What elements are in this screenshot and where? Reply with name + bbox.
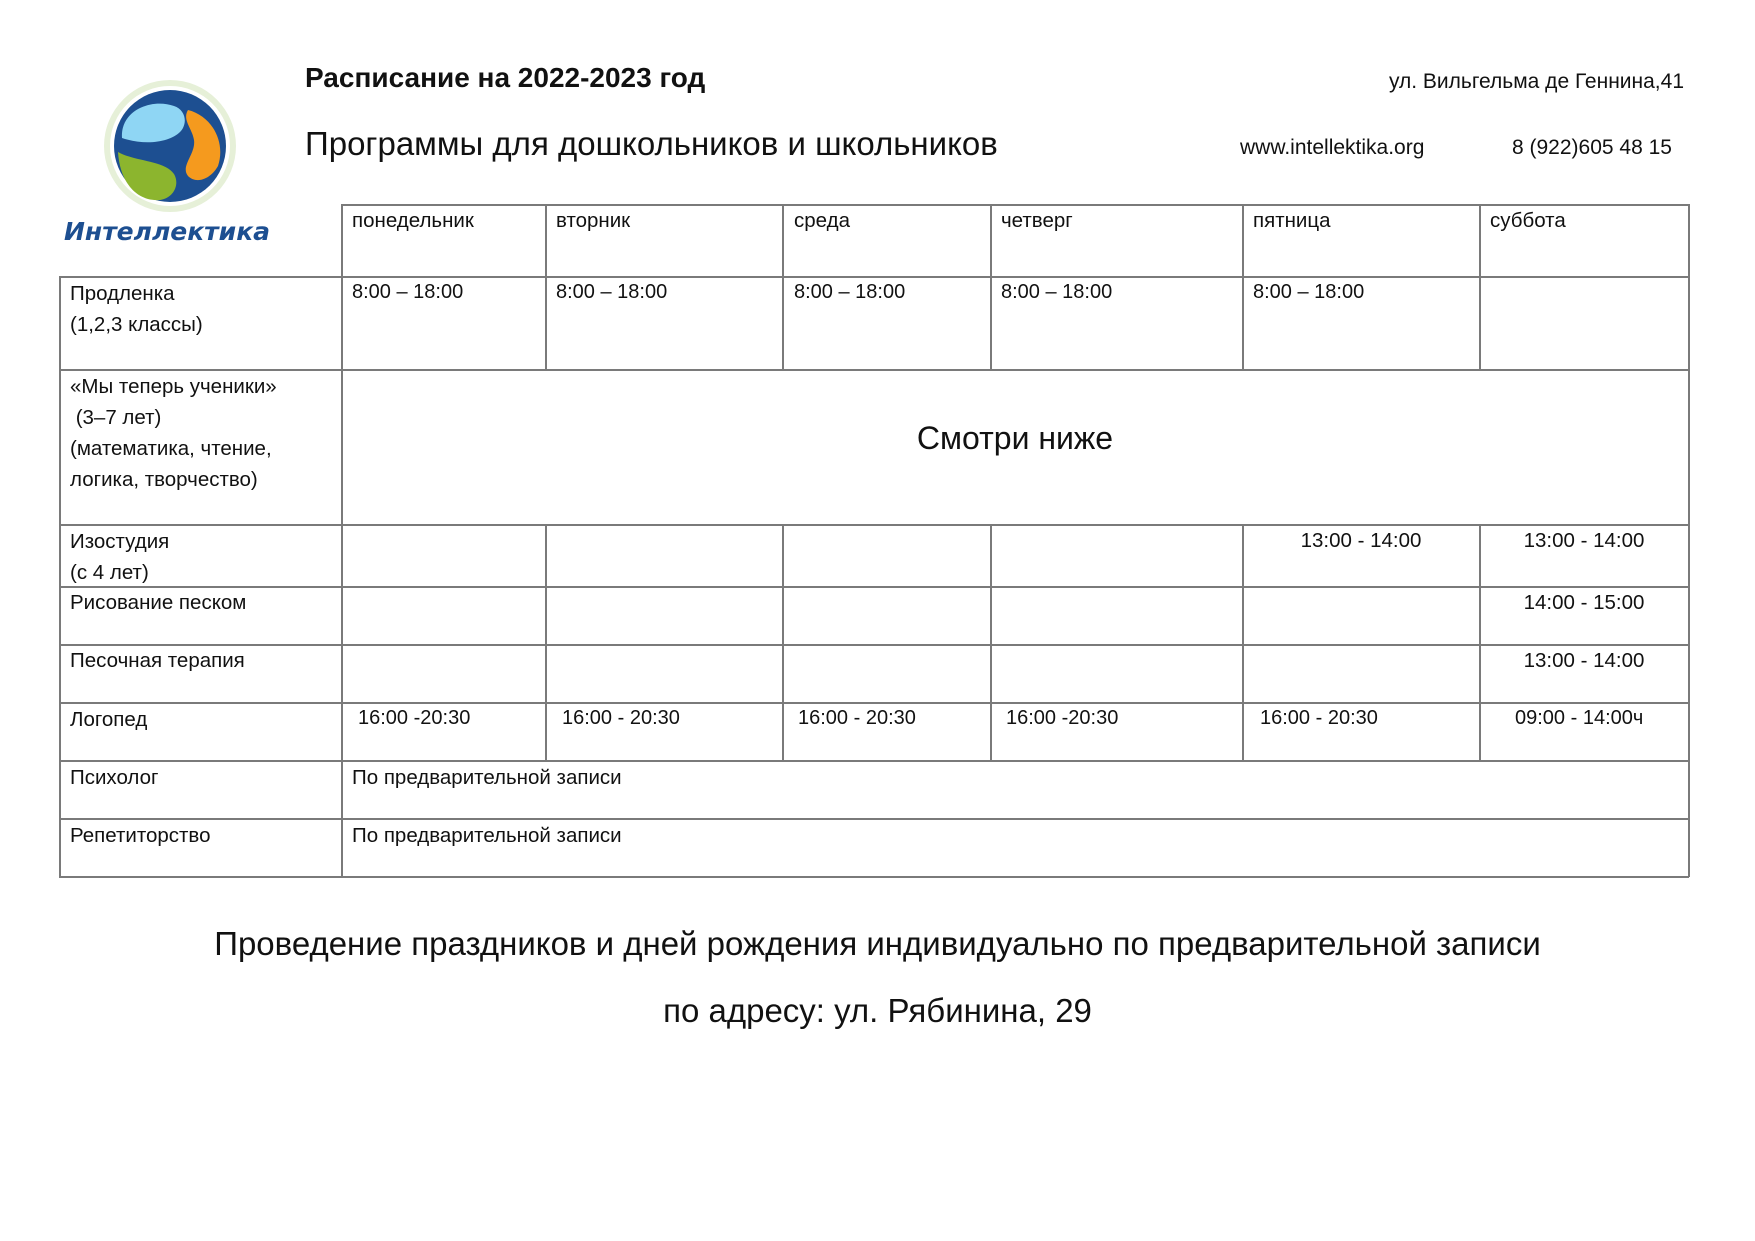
footer-address: по адресу: ул. Рябинина, 29	[663, 992, 1092, 1029]
grid-line	[990, 524, 992, 761]
row-label-line: (1,2,3 классы)	[70, 313, 203, 336]
prodlenka-wednesday: 8:00 – 18:00	[794, 281, 906, 303]
day-header-friday: пятница	[1253, 209, 1331, 232]
prodlenka-friday: 8:00 – 18:00	[1253, 281, 1365, 303]
day-header-saturday: суббота	[1490, 209, 1566, 232]
row-label-sand-therapy: Песочная терапия	[70, 649, 245, 672]
grid-line	[59, 369, 1689, 371]
logo-text: Интеллектика	[64, 217, 271, 246]
grid-line	[1242, 204, 1244, 370]
grid-line	[545, 524, 547, 761]
grid-line	[59, 818, 1689, 820]
day-header-thursday: четверг	[1001, 209, 1073, 232]
day-header-monday: понедельник	[352, 209, 474, 232]
tutoring-note: По предварительной записи	[352, 824, 622, 847]
intellektika-logo	[62, 80, 272, 250]
psychologist-note: По предварительной записи	[352, 766, 622, 789]
grid-line	[1479, 204, 1481, 370]
grid-line	[545, 204, 547, 370]
logoped-monday: 16:00 -20:30	[358, 707, 471, 729]
page-title: Расписание на 2022-2023 год	[305, 62, 706, 93]
row-label-line: Изостудия	[70, 530, 170, 553]
grid-line	[1242, 524, 1244, 761]
row-label-line: (3–7 лет)	[70, 406, 162, 429]
grid-line	[59, 586, 1689, 588]
grid-line	[341, 204, 343, 877]
prodlenka-monday: 8:00 – 18:00	[352, 281, 464, 303]
row-label-logoped: Логопед	[70, 708, 148, 731]
logoped-friday: 16:00 - 20:30	[1260, 707, 1378, 729]
logoped-tuesday: 16:00 - 20:30	[562, 707, 680, 729]
logoped-wednesday: 16:00 - 20:30	[798, 707, 916, 729]
row-label-line: (с 4 лет)	[70, 561, 149, 584]
row-label-line: Продленка	[70, 282, 175, 305]
grid-line	[1688, 204, 1690, 877]
logoped-thursday: 16:00 -20:30	[1006, 707, 1119, 729]
footer-note: Проведение праздников и дней рождения индивидуально по предварительной записи	[214, 925, 1541, 962]
see-below-note: Смотри ниже	[916, 420, 1114, 456]
grid-line	[990, 204, 992, 370]
row-label-tutoring: Репетиторство	[70, 824, 211, 847]
row-label-line: (математика, чтение,	[70, 437, 272, 460]
logoped-saturday: 09:00 - 14:00ч	[1515, 707, 1644, 729]
grid-line	[59, 760, 1689, 762]
row-label-students	[70, 371, 277, 495]
prodlenka-tuesday: 8:00 – 18:00	[556, 281, 668, 303]
grid-line	[782, 524, 784, 761]
grid-line	[782, 204, 784, 370]
row-label-line: логика, творчество)	[70, 468, 258, 491]
row-label-line: «Мы теперь ученики»	[70, 375, 277, 398]
day-header-wednesday: среда	[794, 209, 850, 232]
grid-line	[59, 276, 61, 877]
grid-line	[1479, 524, 1481, 761]
day-header-tuesday: вторник	[556, 209, 631, 232]
prodlenka-thursday: 8:00 – 18:00	[1001, 281, 1113, 303]
row-label-izostudia	[70, 526, 169, 588]
izostudia-friday: 13:00 - 14:00	[1300, 529, 1422, 552]
page-subtitle: Программы для дошкольников и школьников	[305, 125, 998, 162]
sand-therapy-saturday: 13:00 - 14:00	[1523, 649, 1645, 672]
izostudia-saturday: 13:00 - 14:00	[1523, 529, 1645, 552]
row-label-psychologist: Психолог	[70, 766, 159, 789]
grid-line	[59, 644, 1689, 646]
sand-drawing-saturday: 14:00 - 15:00	[1523, 591, 1645, 614]
address: ул. Вильгельма де Геннина,41	[1388, 70, 1684, 93]
grid-line	[59, 876, 1689, 878]
row-label-sand-drawing: Рисование песком	[70, 591, 247, 614]
row-label-prodlenka	[70, 278, 203, 340]
phone-number: 8 (922)605 48 15	[1512, 136, 1672, 159]
website-link[interactable]: www.intellektika.org	[1240, 136, 1425, 159]
